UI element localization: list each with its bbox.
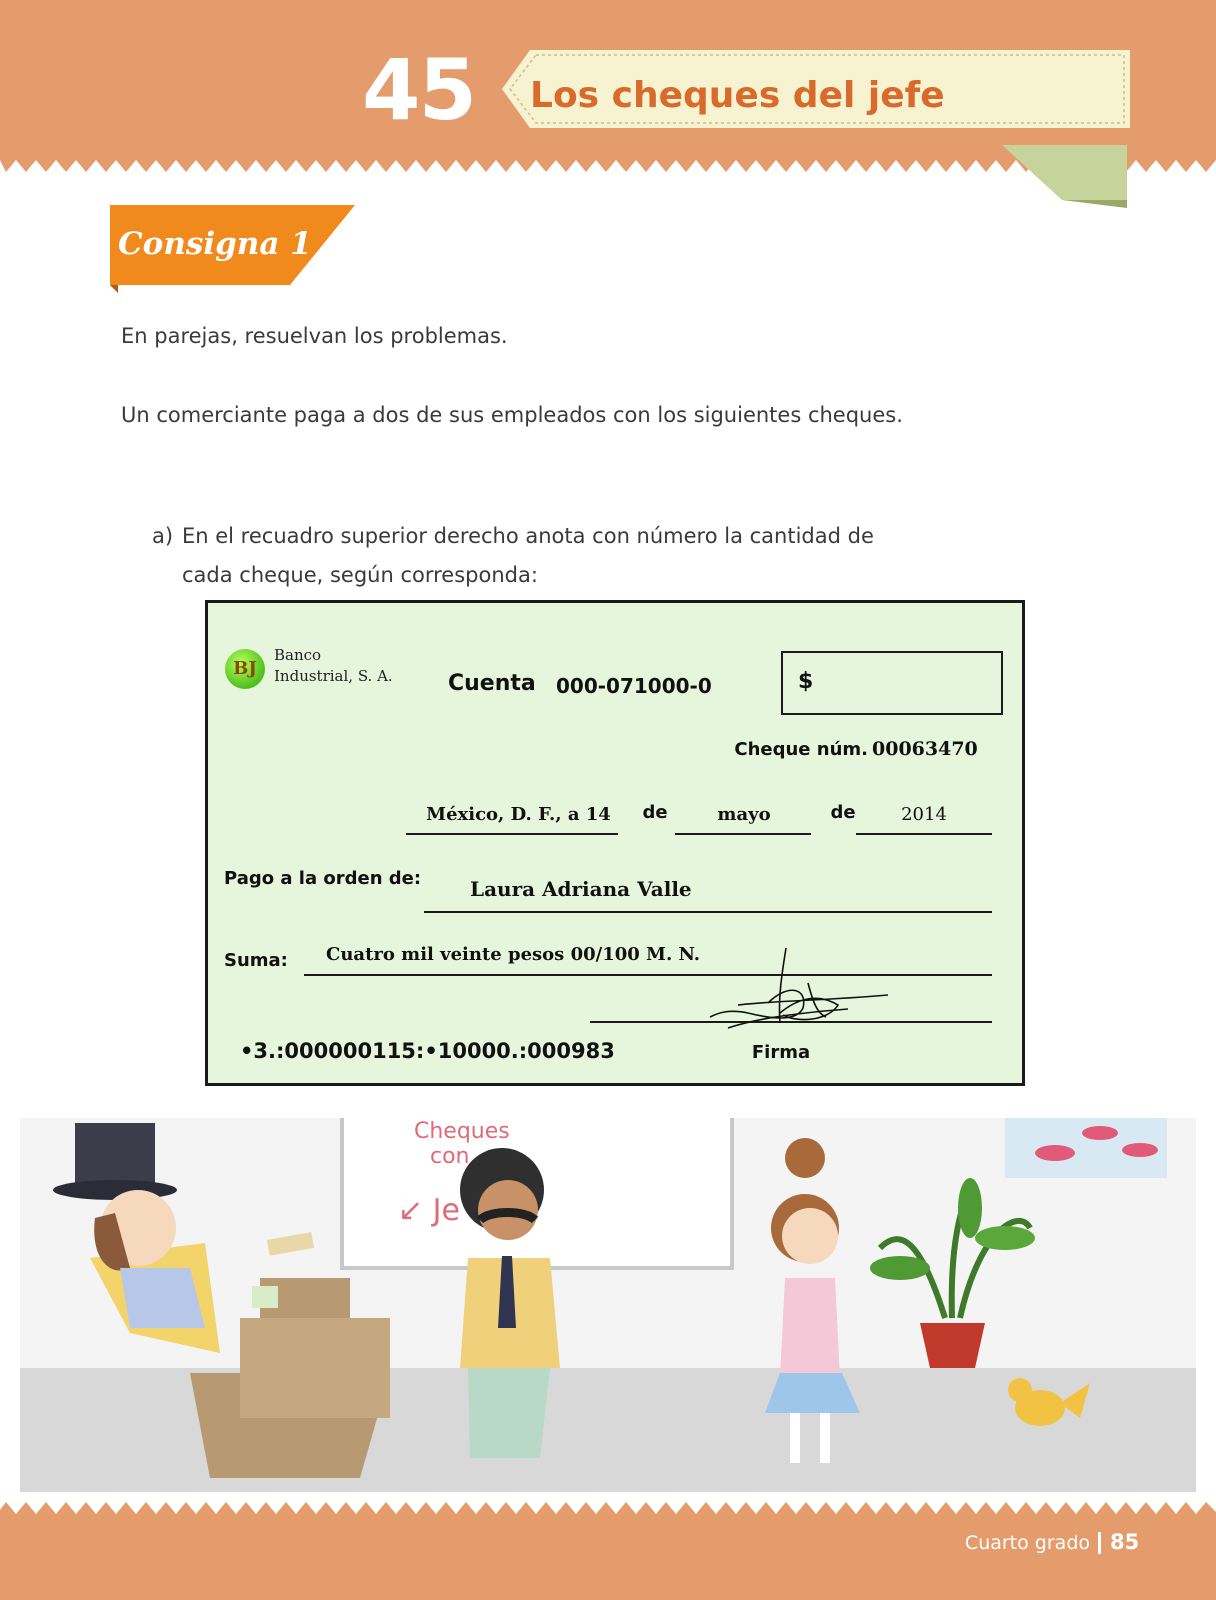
bank-name-line2: Industrial, S. A. (274, 667, 393, 685)
date-de-2: de (830, 802, 856, 823)
sum-label: Suma: (224, 950, 288, 971)
date-de-1: de (642, 802, 668, 823)
payee-label: Pago a la orden de: (224, 868, 422, 889)
lesson-title: Los cheques del jefe (530, 75, 945, 116)
date-place: México, D. F., a 14 (426, 804, 611, 825)
footer-grade: Cuarto grado (964, 1532, 1090, 1554)
date-year-line (856, 833, 992, 835)
bank-name (274, 645, 424, 687)
account-label: Cuenta (448, 671, 536, 696)
payee-line (424, 911, 992, 913)
lesson-number: 45 (362, 41, 475, 139)
svg-text:↙ Je: ↙ Je (398, 1193, 460, 1228)
instruction-intro: En parejas, resuelvan los problemas. (121, 324, 508, 348)
bank-name-line1: Banco (274, 646, 322, 664)
footer-separator (1098, 1532, 1101, 1554)
date-month: mayo (717, 804, 771, 825)
amount-currency: $ (798, 669, 814, 694)
instruction-context: Un comerciante paga a dos de sus empleados con los siguientes cheques. (121, 403, 903, 427)
signature-label: Firma (751, 1042, 811, 1063)
signature (708, 943, 908, 1043)
bank-logo: BJ (225, 649, 265, 689)
consigna-label: Consigna 1 (118, 226, 312, 262)
item-a-label: a) (152, 524, 174, 548)
micr-line: •3.:000000115:•10000.:000983 (240, 1039, 615, 1063)
cheque-number-label: Cheque núm. (734, 739, 868, 760)
item-a-text: En el recuadro superior derecho anota con número la cantidad de cada cheque, según corresponda: (182, 524, 874, 587)
cheque (205, 600, 1025, 1086)
page-number: 85 (1110, 1530, 1140, 1554)
account-number: 000-071000-0 (556, 674, 712, 698)
classroom-illustration (20, 1118, 1196, 1492)
date-year: 2014 (901, 804, 947, 825)
svg-text:con: con (430, 1144, 470, 1169)
cheque-number: 00063470 (872, 738, 978, 760)
payee-name: Laura Adriana Valle (470, 877, 692, 901)
svg-text:Cheques: Cheques (414, 1119, 510, 1144)
date-place-line (406, 833, 618, 835)
date-month-line (675, 833, 811, 835)
sum-words: Cuatro mil veinte pesos 00/100 M. N. (326, 944, 701, 965)
